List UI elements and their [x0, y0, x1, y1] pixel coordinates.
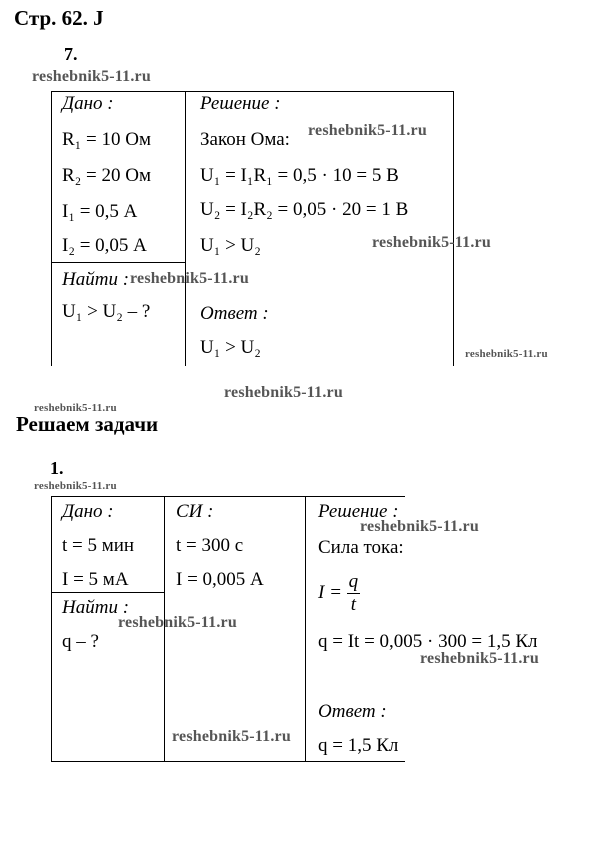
table-border-right [453, 91, 454, 366]
watermark: reshebnik5-11.ru [32, 68, 151, 85]
solution-line: U₁ = I₁R₁ = 0,5 · 10 = 5 В [200, 165, 399, 186]
formula-numerator: q [348, 571, 359, 593]
table-border-left [51, 91, 52, 366]
table-border-left [51, 496, 52, 761]
given-line: I₁ = 0,5 А [62, 201, 138, 222]
find-title: Найти : [62, 597, 130, 618]
watermark: reshebnik5-11.ru [130, 270, 249, 287]
answer-title: Ответ : [318, 701, 387, 722]
given-title: Дано : [62, 501, 114, 522]
solution-title: Решение : [200, 93, 281, 114]
answer-text: q = 1,5 Кл [318, 735, 399, 756]
section-title: Решаем задачи [16, 412, 159, 436]
given-line: R₂ = 20 Ом [62, 165, 152, 186]
task-7-number: 7. [64, 44, 78, 64]
table-column-divider [305, 496, 306, 761]
si-line: I = 0,005 А [176, 569, 264, 590]
watermark: reshebnik5-11.ru [118, 614, 237, 631]
watermark: reshebnik5-11.ru [420, 650, 539, 667]
task-1-number: 1. [50, 458, 64, 478]
solution-line: Сила тока: [318, 537, 404, 558]
answer-text: U₁ > U₂ [200, 337, 261, 358]
find-title: Найти : [62, 269, 130, 290]
watermark: reshebnik5-11.ru [465, 348, 548, 360]
si-title: СИ : [176, 501, 214, 522]
solution-title: Решение : [318, 501, 399, 522]
current-formula [318, 570, 360, 616]
table-column-divider [185, 91, 186, 366]
given-title: Дано : [62, 93, 114, 114]
solution-line: q = It = 0,005 · 300 = 1,5 Кл [318, 631, 538, 652]
given-line: I₂ = 0,05 А [62, 235, 147, 256]
watermark: reshebnik5-11.ru [34, 480, 117, 492]
watermark: reshebnik5-11.ru [224, 384, 343, 401]
watermark: reshebnik5-11.ru [360, 518, 479, 535]
watermark: reshebnik5-11.ru [34, 402, 117, 414]
find-text: U₁ > U₂ – ? [62, 301, 151, 322]
given-line: I = 5 мА [62, 569, 129, 590]
page-header: Стр. 62. J [14, 6, 104, 30]
formula-denominator: t [350, 594, 357, 616]
given-line: R₁ = 10 Ом [62, 129, 152, 150]
solution-line: U₁ > U₂ [200, 235, 261, 256]
solution-line: Закон Ома: [200, 129, 290, 150]
formula-lhs: I = [318, 582, 342, 603]
find-text: q – ? [62, 631, 99, 652]
watermark: reshebnik5-11.ru [372, 234, 491, 251]
solution-line: U₂ = I₂R₂ = 0,05 · 20 = 1 В [200, 199, 409, 220]
answer-title: Ответ : [200, 303, 269, 324]
watermark: reshebnik5-11.ru [308, 122, 427, 139]
watermark: reshebnik5-11.ru [172, 728, 291, 745]
given-line: t = 5 мин [62, 535, 135, 556]
si-line: t = 300 с [176, 535, 244, 556]
formula-fraction [347, 571, 361, 616]
